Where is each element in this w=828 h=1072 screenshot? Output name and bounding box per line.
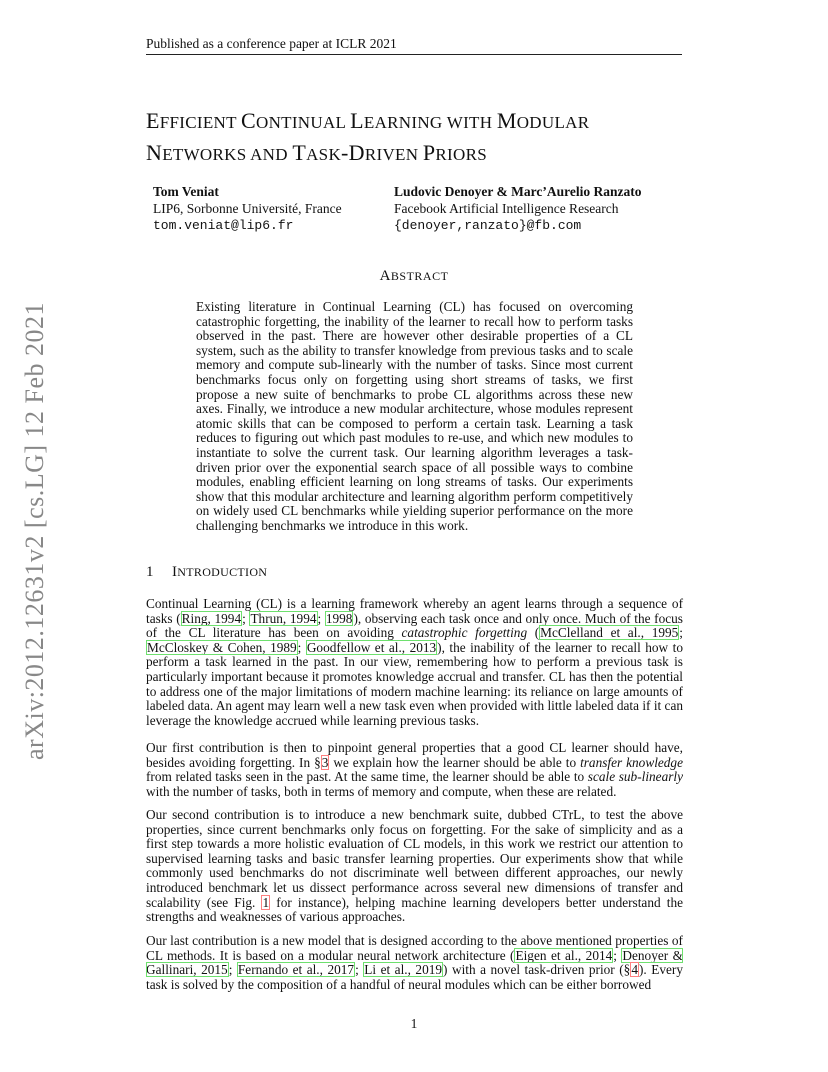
citation-link[interactable]: Ring, 1994 [181, 610, 242, 626]
author-name: Tom Veniat [153, 184, 219, 199]
arxiv-stamp: arXiv:2012.12631v2 [cs.LG] 12 Feb 2021 [20, 301, 49, 760]
page-number: 1 [410, 1016, 418, 1031]
running-header: Published as a conference paper at ICLR 2021 [146, 36, 397, 51]
paragraph-intro-1: Continual Learning (CL) is a learning framework whereby an agent learns through a sequence of tasks (Ring, 1994; Thrun, 1994; 1998), observing each task once and only once. Much of the focus of the CL literature has been on avoiding catastrophic forgetting (McClelland et al., 1995; McCloskey & Cohen, 1989; Goodfellow et al., 2013), the inability of the learner to recall how to perform a task learned in the past. In our view, remembering how to perform a previous task is particularly important because it promotes knowledge accrual and transfer. CL has then the potential to address one of the major limitations of modern machine learning: its reliance on large amounts of labeled data. An agent may learn well a new task even when provided with little labeled data if it can leverage the knowledge accrued while learning previous tasks. [146, 596, 683, 728]
paper-title [146, 106, 706, 170]
citation-link[interactable]: Denoyer & Gallinari, 2015 [146, 947, 683, 978]
abstract-heading: ABSTRACT [379, 268, 449, 284]
paragraph-intro-4: Our last contribution is a new model that is designed according to the above mentioned properties of CL methods. It is based on a modular neural network architecture (Eigen et al., 2014; Denoyer & Gallinari, 2015; Fernando et al., 2017; Li et al., 2019) with a novel task-driven prior (§4). Every task is solved by the composition of a handful of neural modules which can be either borrowed [146, 933, 683, 992]
citation-link[interactable]: Thrun, 1994 [250, 610, 317, 626]
abstract-text: Existing literature in Continual Learning (CL) has focused on overcoming catastrophic forgetting, the inability of the learner to recall how to perform tasks observed in the past. There are however other desirable properties of a CL system, such as the ability to transfer knowledge from previous tasks and to scale memory and compute sub-linearly with the number of tasks. Since most current benchmarks focus only on forgetting using short streams of tasks, we first propose a new suite of benchmarks to probe CL algorithms across these new axes. Finally, we introduce a new modular architecture, whose modules represent atomic skills that can be composed to perform a certain task. Learning a task reduces to figuring out which past modules to re-use, and which new modules to instantiate to solve the current task. Our learning algorithm leverages a task-driven prior over the exponential search space of all possible ways to combine modules, enabling efficient learning on long streams of tasks. Our experiments show that this modular architecture and learning algorithm perform competitively on widely used CL benchmarks while yielding superior performance on the more challenging benchmarks we introduce in this work. [196, 299, 633, 533]
citation-link[interactable]: McCloskey & Cohen, 1989 [147, 639, 297, 655]
citation-link[interactable]: Goodfellow et al., 2013 [306, 639, 437, 655]
citation-link[interactable]: Eigen et al., 2014 [515, 947, 613, 963]
paragraph-intro-3: Our second contribution is to introduce a new benchmark suite, dubbed CTrL, to test the above properties, since current benchmarks only focus on forgetting. For the sake of simplicity and as a first step towards a more holistic evaluation of CL models, in this work we restrict our attention to supervised learning tasks and basic transfer learning properties. Our experiments show that while commonly used benchmarks do not discriminate well between different approaches, our newly introduced benchmark let us dissect performance across several new dimensions of transfer and scalability (see Fig. 1 for instance), helping machine learning developers better understand the strengths and weaknesses of various approaches. [146, 807, 683, 925]
author-affiliation: Facebook Artificial Intelligence Research [394, 201, 619, 216]
author-email[interactable]: {denoyer,ranzato}@fb.com [394, 218, 582, 233]
section-ref-link[interactable]: 4 [631, 962, 638, 978]
section-heading-introduction: 1 INTRODUCTION [146, 564, 268, 580]
author-email[interactable]: tom.veniat@lip6.fr [153, 218, 294, 233]
citation-link[interactable]: Fernando et al., 2017 [237, 962, 355, 978]
author-block-1 [153, 183, 342, 234]
title-line-1: EFFICIENT CONTINUAL LEARNING WITH MODULAR [146, 108, 590, 133]
author-block-2 [394, 183, 641, 234]
citation-link[interactable]: McClelland et al., 1995 [540, 625, 679, 641]
figure-ref-link[interactable]: 1 [262, 894, 270, 910]
title-line-2: NETWORKS AND TASK-DRIVEN PRIORS [146, 140, 487, 165]
author-name: Ludovic Denoyer & Marc’Aurelio Ranzato [394, 184, 642, 199]
author-affiliation: LIP6, Sorbonne Université, France [153, 201, 342, 216]
paragraph-intro-2: Our first contribution is then to pinpoint general properties that a good CL learner should have, besides avoiding forgetting. In §3 we explain how the learner should be able to transfer knowledge from related tasks seen in the past. At the same time, the learner should be able to scale sub-linearly with the number of tasks, both in terms of memory and compute, when these are related. [146, 740, 683, 799]
citation-link[interactable]: Li et al., 2019 [364, 962, 443, 978]
section-ref-link[interactable]: 3 [321, 754, 329, 770]
header-rule [146, 54, 682, 55]
citation-link[interactable]: 1998 [325, 610, 353, 626]
